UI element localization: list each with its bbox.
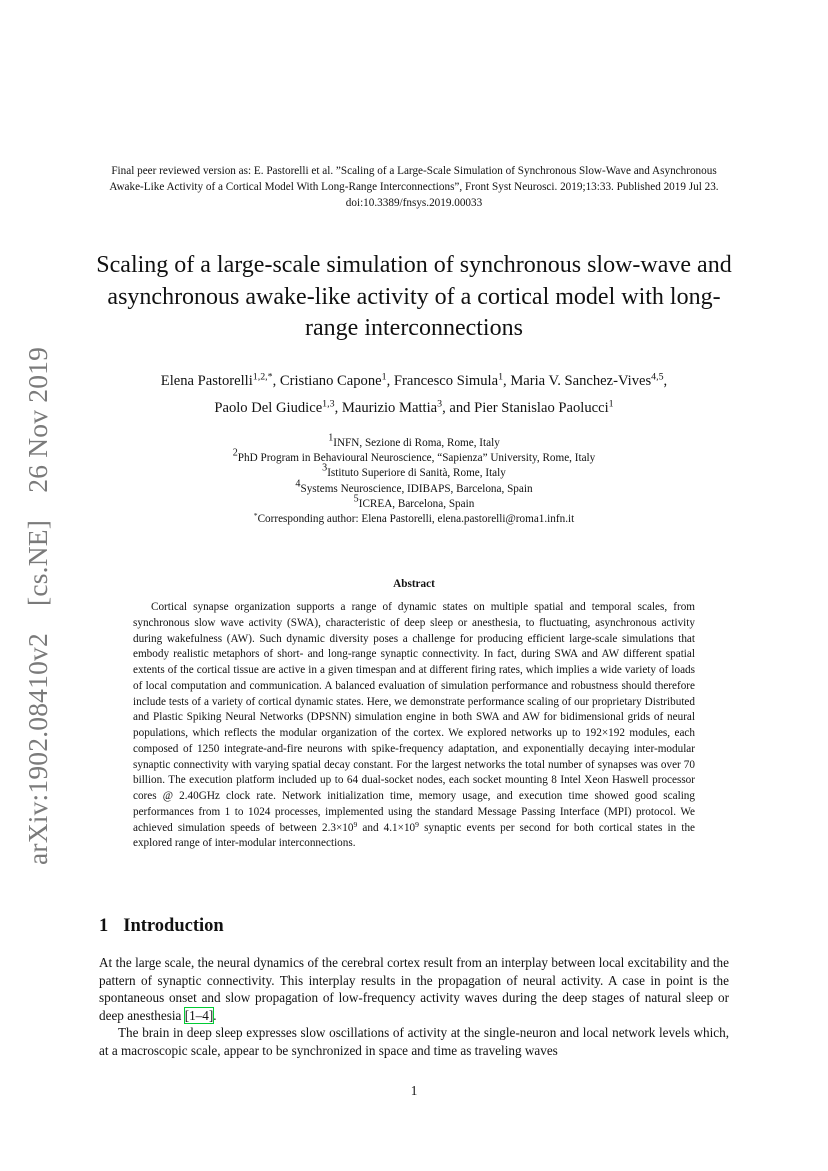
affiliation-mark: * (253, 510, 258, 520)
author-name: Maurizio Mattia (341, 400, 438, 416)
author-name: Elena Pastorelli (160, 373, 253, 389)
arxiv-category: [cs.NE] (22, 519, 53, 606)
author-name: Pier Stanislao Paolucci (474, 400, 609, 416)
arxiv-date: 26 Nov 2019 (22, 346, 53, 493)
paragraph: The brain in deep sleep expresses slow oscillations of activity at the single-neuron and local network levels which, at a macroscopic scale, appear to be synchronized in space and time as traveling waves (99, 1025, 729, 1058)
arxiv-identifier (22, 347, 54, 865)
paragraph (99, 954, 729, 1024)
paragraph-text: At the large scale, the neural dynamics of the cerebral cortex result from an interplay between local excitability and the pattern of synaptic connectivity. This interplay results in the propagation of neural activity. A case in point is the spontaneous onset and slow propagation of low-frequency activity waves during the deep stages of natural sleep or deep anesthesia (99, 955, 729, 1023)
abstract-text-part-3: synaptic events per second for both cortical states in the explored range of inter-modular interconnections. (133, 821, 695, 850)
affiliation-text: Systems Neuroscience, IDIBAPS, Barcelona, Spain (300, 482, 533, 495)
author-affiliation-mark: 1,3 (322, 398, 335, 410)
arxiv-id: arXiv:1902.08410v2 (22, 633, 53, 866)
affiliation (90, 478, 738, 497)
author-separator: , (503, 373, 511, 389)
affiliation-mark: 4 (295, 478, 301, 490)
author-separator: , (272, 373, 280, 389)
author-separator: , and (442, 400, 475, 416)
affiliation-text: INFN, Sezione di Roma, Rome, Italy (333, 437, 500, 449)
author-name: Maria V. Sanchez-Vives (510, 373, 652, 389)
affiliation-mark: 5 (353, 493, 359, 505)
affiliation (90, 432, 738, 451)
paper-title: Scaling of a large-scale simulation of synchronous slow-wave and asynchronous awake-like activity of a cortical model with long-range interconnections (96, 252, 732, 341)
affiliation-text: Istituto Superiore di Sanità, Rome, Italy (327, 467, 506, 480)
author-separator: , (334, 400, 342, 416)
abstract-text-part-2: and 4.1×10 (357, 821, 416, 834)
author-affiliation-mark: 1 (381, 371, 387, 383)
affiliation-list (90, 432, 738, 527)
affiliation (90, 447, 738, 466)
abstract-text-part-1: Cortical synapse organization supports a range of dynamic states on multiple spatial and temporal scales, from synchronous slow wave activity (SWA), characteristic of deep sleep or anesthesia, to fluctuating, asynchronous activity during wakefulness (AW). Such dynamic diversity poses a challenge for producing efficient large-scale simulations that embody realistic metaphors of short- and long-range synaptic connectivity. In fact, during SWA and AW different spatial extents of the cortical tissue are active in a given timespan and at different firing rates, which implies a wide variety of loads of local computation and communication. A balanced evaluation of simulation performance and robustness should therefore include tests of a variety of cortical dynamic states. Here, we demonstrate performance scaling of our proprietary Distributed and Plastic Spiking Neural Networks (DPSNN) simulation engine in both SWA and AW for bidimensional grids of neural populations, which reflects the modular organization of the cortex. We explored networks up to 192×192 modules, each composed of 1250 integrate-and-fire neurons with spike-frequency adaptation, and exponentially decaying inter-modular synaptic connectivity with varying spatial decay constant. For the largest networks the total number of synapses was over 70 billion. The execution platform included up to 64 dual-socket nodes, each socket mounting 8 Intel Xeon Haswell processor cores @ 2.40GHz clock rate. Network initialization time, memory usage, and execution time showed good scaling performances from 1 to 1024 processes, implemented using the standard Message Passing Interface (MPI) protocol. We achieved simulation speeds of between 2.3×10 (133, 601, 695, 834)
author-name: Francesco Simula (393, 373, 499, 389)
affiliation (90, 512, 738, 527)
author-affiliation-mark: 4,5 (651, 371, 664, 383)
affiliation-text: Corresponding author: Elena Pastorelli, elena.pastorelli@roma1.infn.it (257, 513, 575, 526)
section-heading (99, 916, 224, 937)
affiliation-text: PhD Program in Behavioural Neuroscience, “Sapienza” University, Rome, Italy (237, 452, 596, 465)
section-number: 1 (99, 916, 109, 936)
author-separator: , (663, 373, 668, 389)
affiliation (90, 493, 738, 512)
introduction-body (99, 954, 729, 1059)
affiliation-mark: 3 (322, 462, 328, 474)
affiliation-text: ICREA, Barcelona, Spain (358, 497, 475, 510)
author-affiliation-mark: 1 (498, 371, 504, 383)
affiliation (90, 462, 738, 481)
author-affiliation-mark: 1 (608, 398, 614, 410)
affiliation-mark: 2 (232, 447, 238, 459)
paragraph-text: . (213, 1007, 217, 1023)
author-affiliation-mark: 3 (437, 398, 443, 410)
abstract-text (133, 600, 695, 852)
exponent: 9 (415, 819, 419, 829)
affiliation-mark: 1 (328, 432, 334, 444)
author-separator: , (386, 373, 394, 389)
section-title: Introduction (123, 916, 224, 936)
exponent: 9 (353, 819, 358, 829)
author-name: Paolo Del Giudice (214, 400, 323, 416)
page-number: 1 (410, 1083, 418, 1098)
citation-link[interactable]: [1–4] (184, 1007, 214, 1023)
abstract-heading: Abstract (393, 578, 435, 590)
author-name: Cristiano Capone (279, 373, 382, 389)
author-affiliation-mark: 1,2,* (252, 371, 273, 383)
publication-note: Final peer reviewed version as: E. Pastorelli et al. ”Scaling of a Large-Scale Simulation of Synchronous Slow-Wave and Asynchronous Awake-Like Activity of a Cortical Model With Long-Range Interconnections”, Front Syst Neurosci. 2019;13:33. Published 2019 Jul 23. doi:10.3389/fnsys.2019.00033 (109, 165, 719, 209)
author-list (90, 368, 738, 422)
